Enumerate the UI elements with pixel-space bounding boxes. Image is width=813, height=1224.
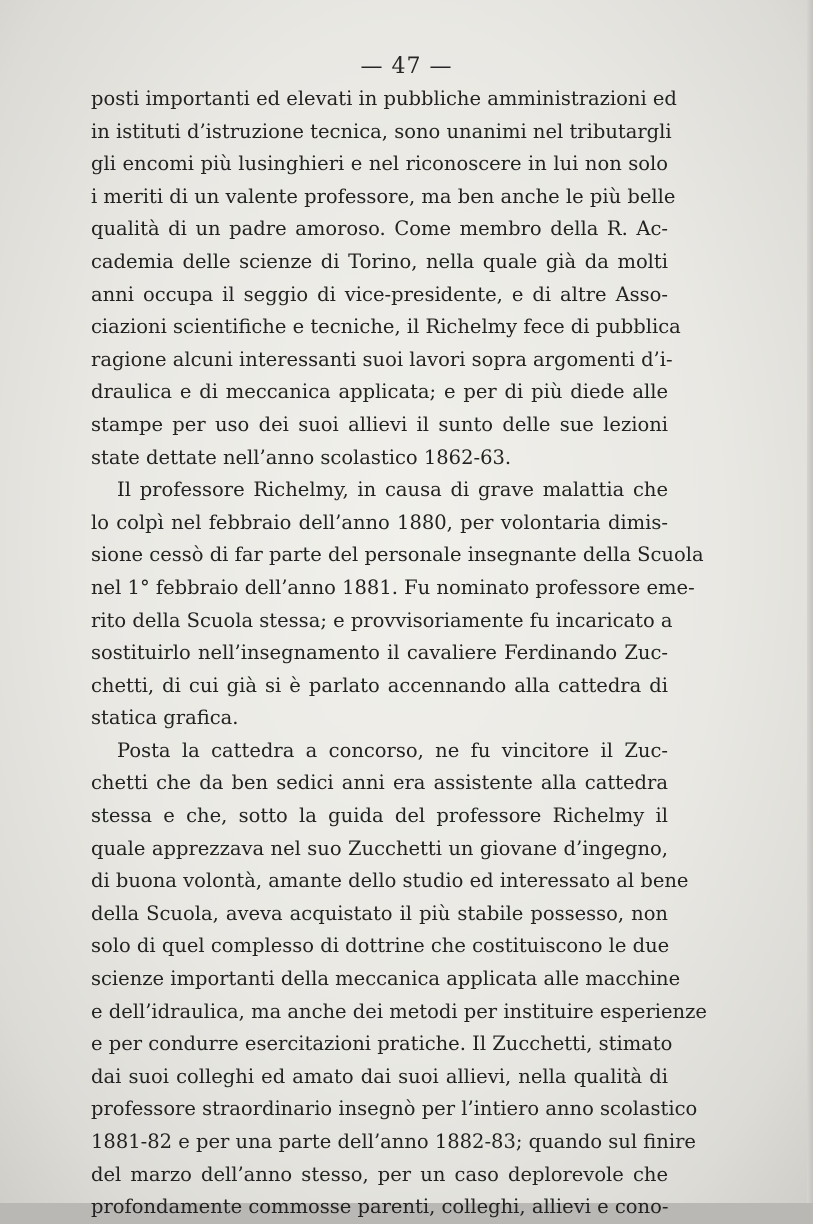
text-line: i meriti di un valente professore, ma ben anche le più belle [91,184,676,208]
text-line: Posta la cattedra a concorso, ne fu vincitore il Zuc- [117,738,668,762]
text-line: stampe per uso dei suoi allievi il sunto delle sue lezioni [91,412,668,436]
text-line: cademia delle scienze di Torino, nella quale già da molti [91,249,668,273]
text-line: gli encomi più lusinghieri e nel riconoscere in lui non solo [91,152,668,176]
text-line: ciazioni scientifiche e tecniche, il Richelmy fece di pubblica [91,315,681,339]
text-line: chetti che da ben sedici anni era assistente alla cattedra [91,771,668,795]
text-line: della Scuola, aveva acquistato il più stabile possesso, non [91,901,668,925]
page-number: — 47 — [360,54,453,79]
text-line: dai suoi colleghi ed amato dai suoi allievi, nella qualità di [91,1064,668,1088]
text-line: draulica e di meccanica applicata; e per di più diede alle [91,380,668,404]
text-line: del marzo dell’anno stesso, per un caso deplorevole che [91,1162,668,1186]
text-line: e per condurre esercitazioni pratiche. Il Zucchetti, stimato [91,1032,673,1056]
text-line: rito della Scuola stessa; e provvisoriamente fu incaricato a [91,608,673,632]
text-line: professore straordinario insegnò per l’intiero anno scolastico [91,1097,698,1121]
text-line: chetti, di cui già si è parlato accennando alla cattedra di [91,673,668,697]
text-line: lo colpì nel febbraio dell’anno 1880, per volontaria dimis- [91,510,668,534]
body-text [91,83,707,1224]
text-line: state dettate nell’anno scolastico 1862-63. [91,445,512,469]
text-line: nel 1° febbraio dell’anno 1881. Fu nominato professore eme- [91,575,695,599]
text-line: quale apprezzava nel suo Zucchetti un giovane d’ingegno, [91,836,668,860]
text-line: statica grafica. [91,706,239,730]
text-line: sione cessò di far parte del personale insegnante della Scuola [91,543,704,567]
text-line: di buona volontà, amante dello studio ed interessato al bene [91,869,689,893]
text-line: anni occupa il seggio di vice-presidente, e di altre Asso- [91,282,668,306]
text-line: Il professore Richelmy, in causa di grave malattia che [117,478,668,502]
text-line: sostituirlo nell’insegnamento il cavaliere Ferdinando Zuc- [91,641,668,665]
text-line: profondamente commosse parenti, colleghi, allievi e cono- [91,1195,669,1219]
text-line: 1881-82 e per una parte dell’anno 1882-83; quando sul finire [91,1130,696,1153]
text-line: stessa e che, sotto la guida del professore Richelmy il [91,804,668,828]
text-line: posti importanti ed elevati in pubbliche amministrazioni ed [91,87,677,110]
text-line: scienze importanti della meccanica applicata alle macchine [91,967,681,991]
text-line: e dell’idraulica, ma anche dei metodi per instituire esperienze [91,999,707,1023]
text-line: ragione alcuni interessanti suoi lavori sopra argomenti d’i- [91,347,673,371]
text-line: solo di quel complesso di dottrine che costituiscono le due [91,934,670,958]
text-line: qualità di un padre amoroso. Come membro della R. Ac- [91,217,668,241]
text-line: in istituti d’istruzione tecnica, sono unanimi nel tributargli [91,119,672,143]
